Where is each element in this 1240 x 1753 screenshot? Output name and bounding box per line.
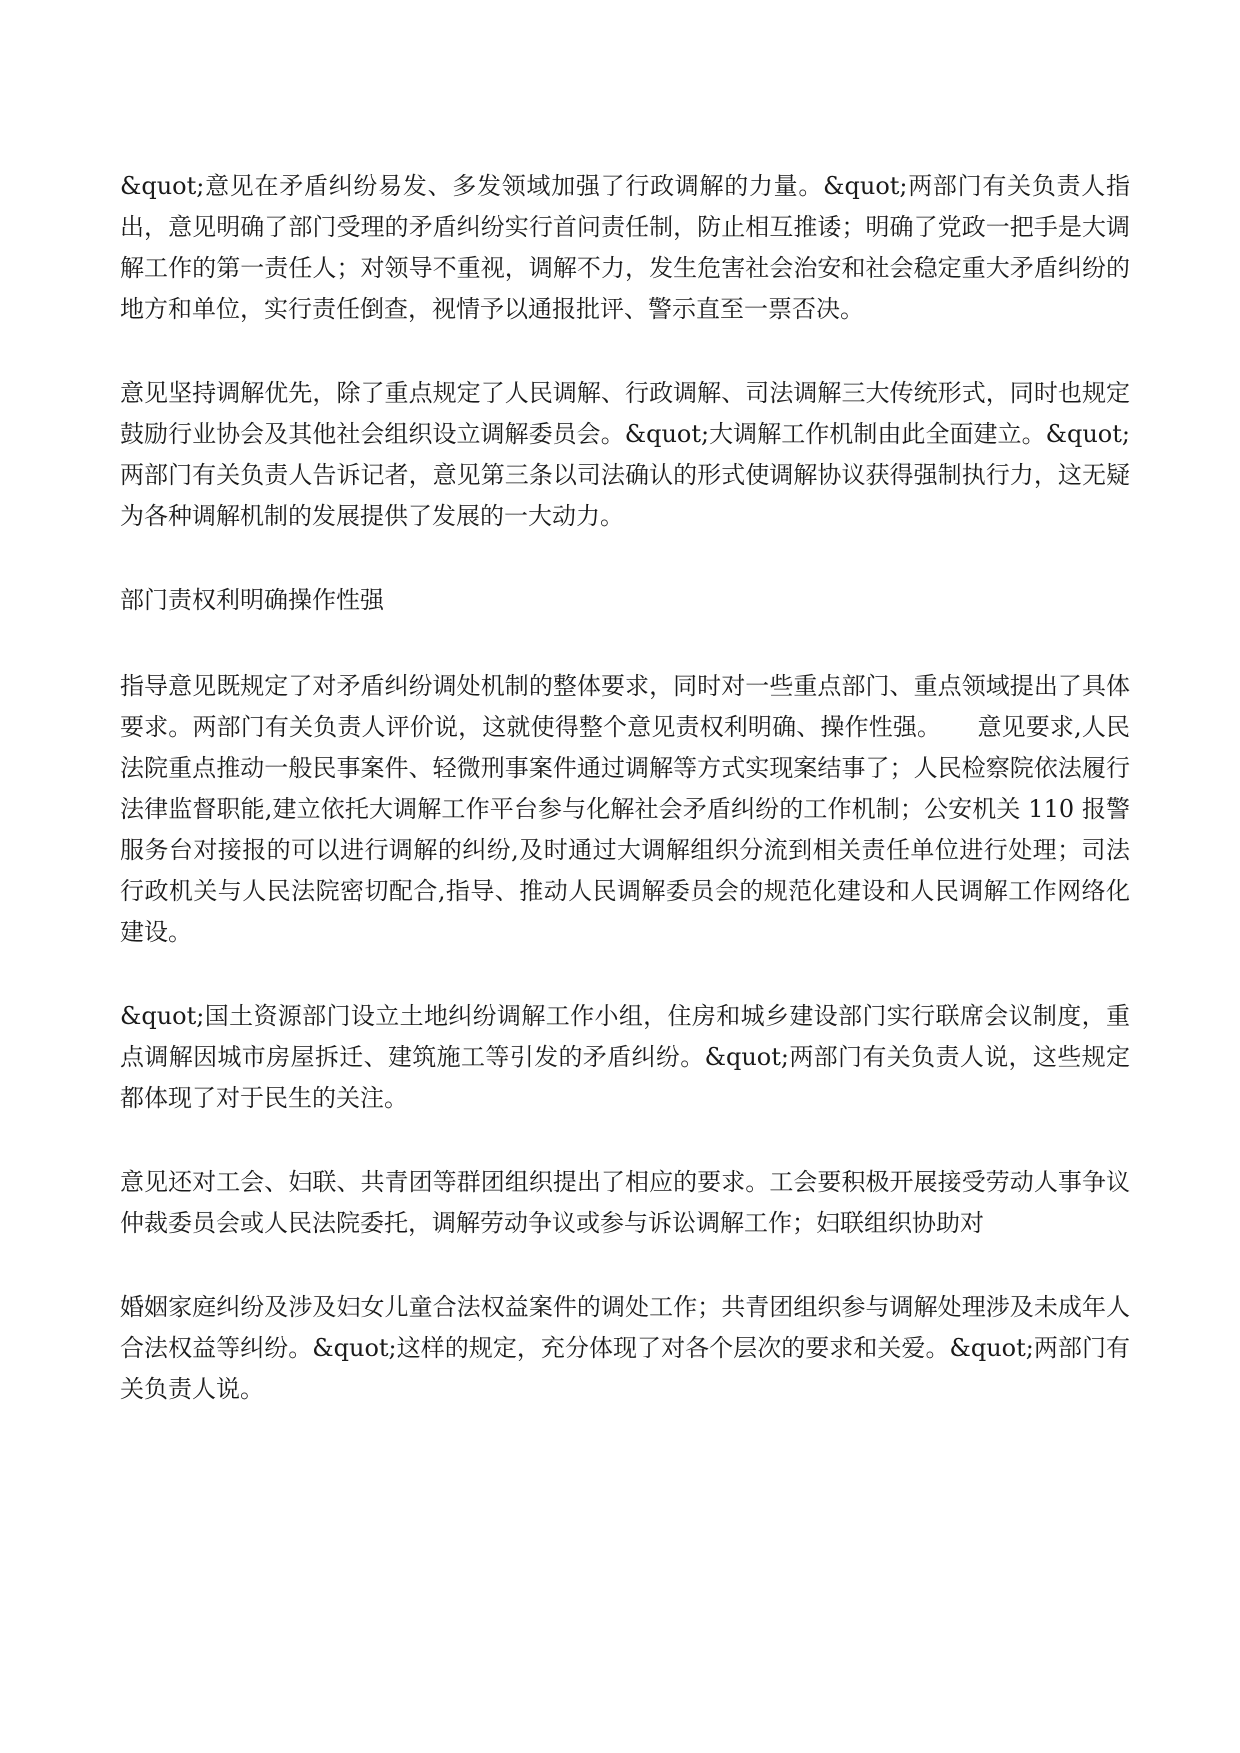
paragraph-2: 意见坚持调解优先，除了重点规定了人民调解、行政调解、司法调解三大传统形式，同时也规定鼓励行业协会及其他社会组织设立调解委员会。&quot;大调解工作机制由此全面建立。&quot;两部门有关负责人告诉记者，意见第三条以司法确认的形式使调解协议获得强制执行力，这无疑为各种调解机制的发展提供了发展的一大动力。: [120, 379, 1130, 530]
paragraph-1: &quot;意见在矛盾纠纷易发、多发领域加强了行政调解的力量。&quot;两部门有关负责人指出，意见明确了部门受理的矛盾纠纷实行首问责任制，防止相互推诿；明确了党政一把手是大调解工作的第一责任人；对领导不重视，调解不力，发生危害社会治安和社会稳定重大矛盾纠纷的地方和单位，实行责任倒查，视情予以通报批评、警示直至一票否决。: [120, 172, 1130, 323]
paragraph-3: 指导意见既规定了对矛盾纠纷调处机制的整体要求，同时对一些重点部门、重点领域提出了具体要求。两部门有关负责人评价说，这就使得整个意见责权利明确、操作性强。 意见要求,人民法院重点推动一般民事案件、轻微刑事案件通过调解等方式实现案结事了；人民检察院依法履行法律监督职能,建立依托大调解工作平台参与化解社会矛盾纠纷的工作机制；公安机关 110 报警服务台对接报的可以进行调解的纠纷,及时通过大调解组织分流到相关责任单位进行处理；司法行政机关与人民法院密切配合,指导、推动人民调解委员会的规范化建设和人民调解工作网络化建设。: [120, 672, 1130, 946]
paragraph-6: 婚姻家庭纠纷及涉及妇女儿童合法权益案件的调处工作；共青团组织参与调解处理涉及未成年人合法权益等纠纷。&quot;这样的规定，充分体现了对各个层次的要求和关爱。&quot;两部门有关负责人说。: [120, 1293, 1130, 1403]
section-heading: 部门责权利明确操作性强: [120, 586, 384, 614]
paragraph-4: &quot;国土资源部门设立土地纠纷调解工作小组，住房和城乡建设部门实行联席会议制度，重点调解因城市房屋拆迁、建筑施工等引发的矛盾纠纷。&quot;两部门有关负责人说，这些规定都体现了对于民生的关注。: [120, 1002, 1130, 1112]
paragraph-5: 意见还对工会、妇联、共青团等群团组织提出了相应的要求。工会要积极开展接受劳动人事争议仲裁委员会或人民法院委托，调解劳动争议或参与诉讼调解工作；妇联组织协助对: [120, 1168, 1130, 1237]
document-body: [120, 166, 1130, 1453]
